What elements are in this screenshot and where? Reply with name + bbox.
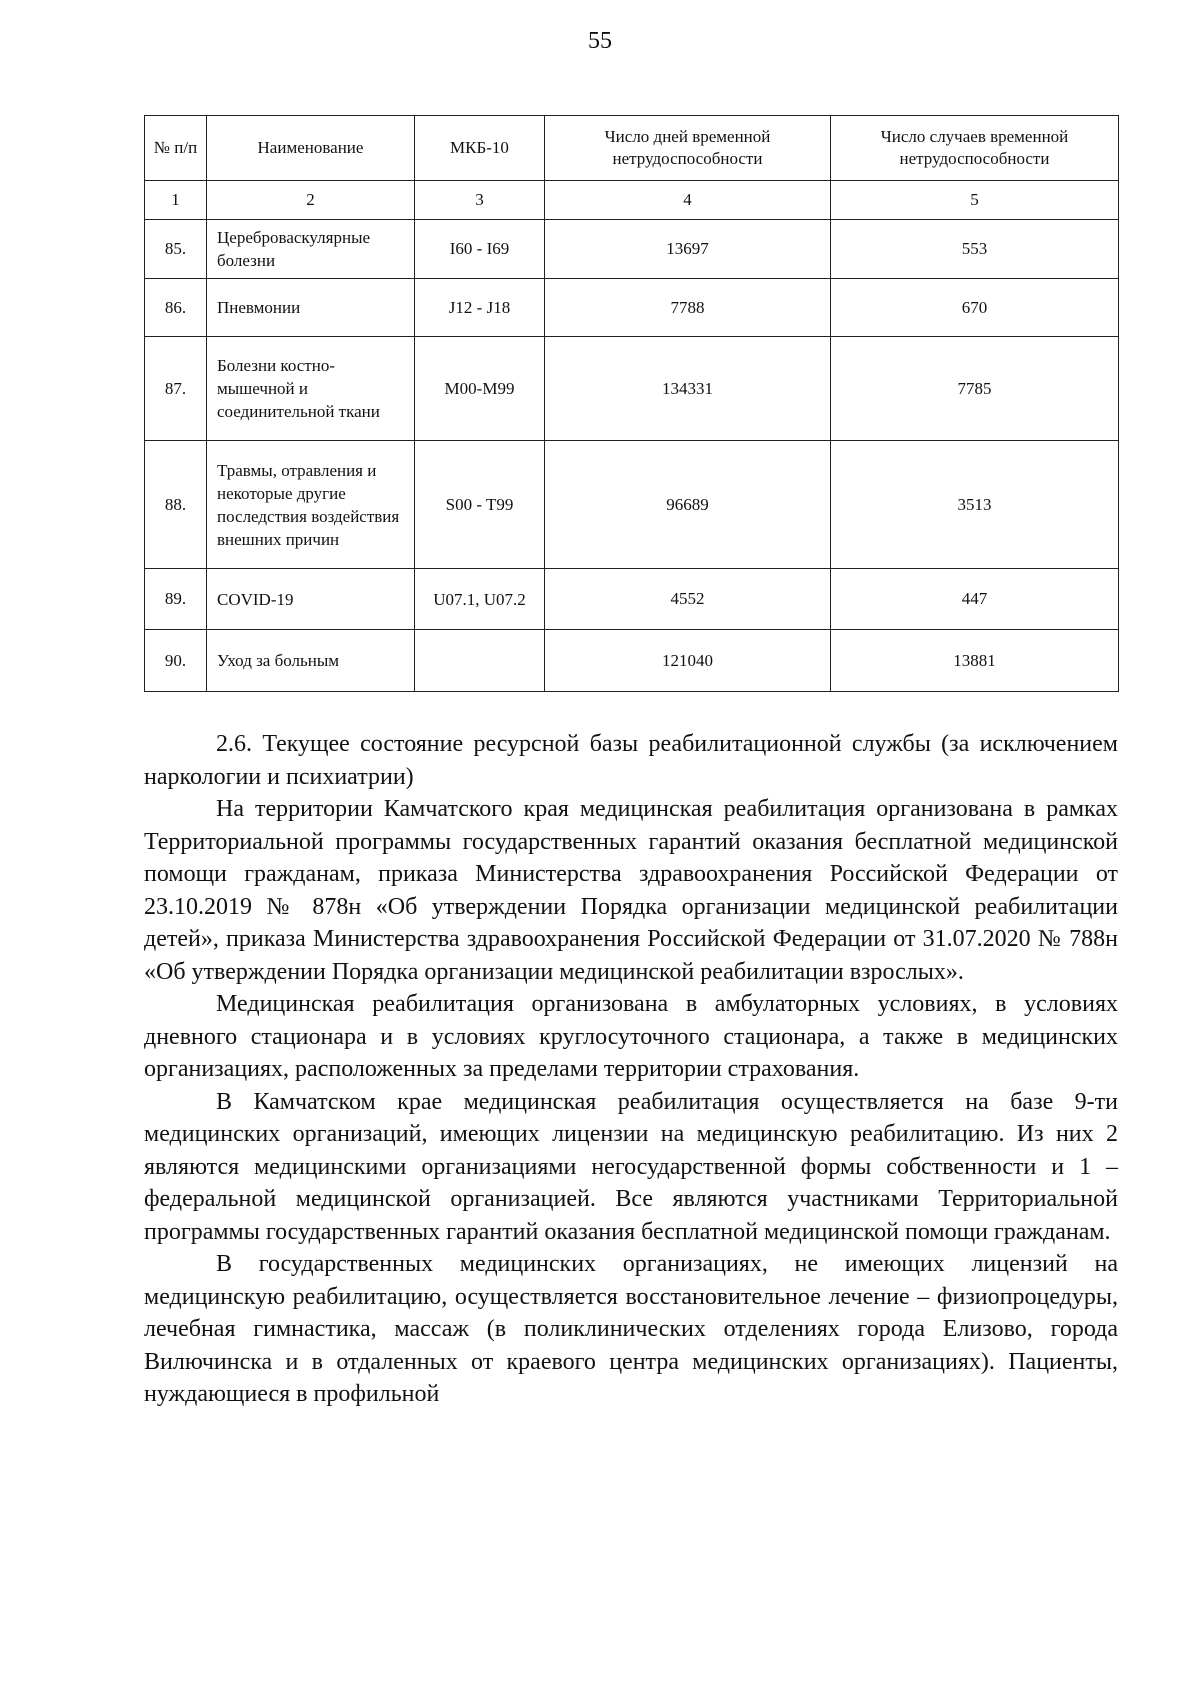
row-icd: M00-M99 xyxy=(415,337,545,441)
row-number: 85. xyxy=(145,220,207,279)
header-number: № п/п xyxy=(145,116,207,181)
row-days: 134331 xyxy=(545,337,831,441)
row-name: Травмы, отравления и некоторые другие последствия воздействия внешних причин xyxy=(207,441,415,569)
row-cases: 553 xyxy=(831,220,1119,279)
row-number: 87. xyxy=(145,337,207,441)
row-number: 89. xyxy=(145,569,207,630)
row-cases: 13881 xyxy=(831,630,1119,692)
sick-leave-table xyxy=(144,115,1119,692)
table-row xyxy=(145,569,1119,630)
row-number: 90. xyxy=(145,630,207,692)
header-name: Наименование xyxy=(207,116,415,181)
row-days: 96689 xyxy=(545,441,831,569)
column-index: 5 xyxy=(831,181,1119,220)
row-name: Цереброваскулярные болезни xyxy=(207,220,415,279)
row-days: 121040 xyxy=(545,630,831,692)
row-icd: U07.1, U07.2 xyxy=(415,569,545,630)
paragraph: В государственных медицинских организациях, не имеющих лицензий на медицинскую реабилитацию, осуществляется восстановительное лечение – физиопроцедуры, лечебная гимнастика, массаж (в поликлинических отделениях города Елизово, города Вилючинска и в отдаленных от краевого центра медицинских организациях). Пациенты, нуждающиеся в профильной xyxy=(144,1251,1118,1407)
row-days: 4552 xyxy=(545,569,831,630)
header-days: Число дней временной нетрудоспособности xyxy=(545,116,831,181)
row-cases: 7785 xyxy=(831,337,1119,441)
page-number: 55 xyxy=(588,28,612,54)
table-row xyxy=(145,441,1119,569)
row-icd xyxy=(415,630,545,692)
paragraph: В Камчатском крае медицинская реабилитация осуществляется на базе 9-ти медицинских организаций, имеющих лицензии на медицинскую реабилитацию. Из них 2 являются медицинскими организациями негосударственной формы собственности и 1 – федеральной медицинской организацией. Все являются участниками Территориальной программы государственных гарантий оказания бесплатной медицинской помощи гражданам. xyxy=(144,1088,1118,1245)
table-row xyxy=(145,279,1119,337)
body-text xyxy=(144,728,1118,1411)
row-name: Пневмонии xyxy=(207,279,415,337)
header-cases: Число случаев временной нетрудоспособности xyxy=(831,116,1119,181)
row-name: Уход за больным xyxy=(207,630,415,692)
paragraph: На территории Камчатского края медицинская реабилитация организована в рамках Территориальной программы государственных гарантий оказания бесплатной медицинской помощи гражданам, приказа Министерства здравоохранения Российской Федерации от 23.10.2019 № 878н «Об утверждении Порядка организации медицинской реабилитации детей», приказа Министерства здравоохранения Российской Федерации от 31.07.2020 № 788н «Об утверждении Порядка организации медицинской реабилитации взрослых». xyxy=(144,796,1118,985)
paragraph: Медицинская реабилитация организована в амбулаторных условиях, в условиях дневного стационара и в условиях круглосуточного стационара, а также в медицинских организациях, расположенных за пределами территории страхования. xyxy=(144,991,1118,1082)
row-number: 86. xyxy=(145,279,207,337)
table-header-row xyxy=(145,116,1119,181)
row-name: COVID-19 xyxy=(207,569,415,630)
section-heading: 2.6. Текущее состояние ресурсной базы реабилитационной службы (за исключением наркологии и психиатрии) xyxy=(144,731,1118,790)
column-index: 3 xyxy=(415,181,545,220)
column-index: 4 xyxy=(545,181,831,220)
row-cases: 3513 xyxy=(831,441,1119,569)
column-index: 2 xyxy=(207,181,415,220)
row-days: 13697 xyxy=(545,220,831,279)
table-row xyxy=(145,220,1119,279)
row-cases: 447 xyxy=(831,569,1119,630)
row-name: Болезни костно-мышечной и соединительной ткани xyxy=(207,337,415,441)
row-cases: 670 xyxy=(831,279,1119,337)
table-index-row xyxy=(145,181,1119,220)
row-icd: J12 - J18 xyxy=(415,279,545,337)
table-row xyxy=(145,630,1119,692)
row-days: 7788 xyxy=(545,279,831,337)
row-icd: S00 - T99 xyxy=(415,441,545,569)
header-icd: МКБ-10 xyxy=(415,116,545,181)
column-index: 1 xyxy=(145,181,207,220)
row-icd: I60 - I69 xyxy=(415,220,545,279)
row-number: 88. xyxy=(145,441,207,569)
table-row xyxy=(145,337,1119,441)
